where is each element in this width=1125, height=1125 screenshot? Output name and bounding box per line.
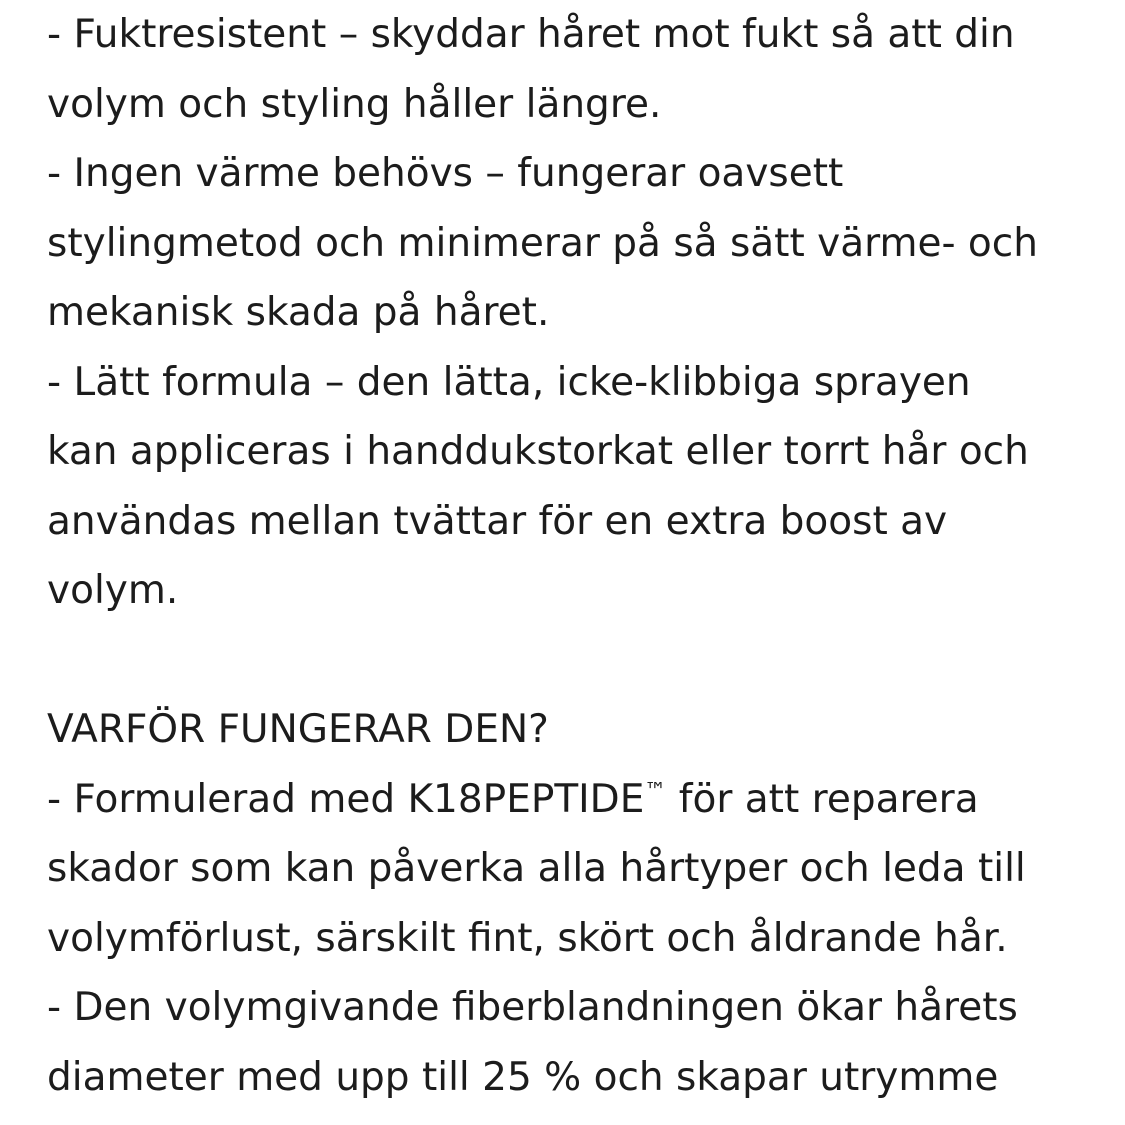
description-line: - Lätt formula – den lätta, icke-klibbiga sprayen — [47, 359, 971, 405]
paragraph-gap — [47, 626, 1107, 696]
product-description — [47, 0, 1107, 1112]
peptide-text: - Formulerad med K18PEPTIDE — [47, 776, 645, 822]
trademark-symbol: ™ — [644, 778, 667, 804]
description-line: - Fuktresistent – skyddar håret mot fukt så att din — [47, 12, 1015, 57]
description-line: volymförlust, särskilt fint, skört och åldrande hår. — [47, 915, 1008, 961]
description-line: stylingmetod och minimerar på så sätt värme- och — [47, 220, 1038, 266]
description-line: - Den volymgivande fiberblandningen ökar hårets — [47, 985, 1018, 1030]
description-line: diameter med upp till 25 % och skapar utrymme — [47, 1054, 999, 1100]
description-line: kan appliceras i handdukstorkat eller torrt hår och — [47, 429, 1029, 474]
peptide-text-rest: för att reparera — [666, 776, 979, 822]
description-line: volym. — [47, 568, 179, 613]
description-line: mekanisk skada på håret. — [47, 290, 550, 335]
description-line — [47, 765, 1107, 835]
description-line: volym och styling håller längre. — [47, 81, 662, 127]
description-line: användas mellan tvättar för en extra boost av — [47, 498, 948, 544]
section-heading: VARFÖR FUNGERAR DEN? — [47, 707, 549, 752]
description-line: - Ingen värme behövs – fungerar oavsett — [47, 151, 844, 196]
description-line: skador som kan påverka alla hårtyper och leda till — [47, 846, 1026, 891]
